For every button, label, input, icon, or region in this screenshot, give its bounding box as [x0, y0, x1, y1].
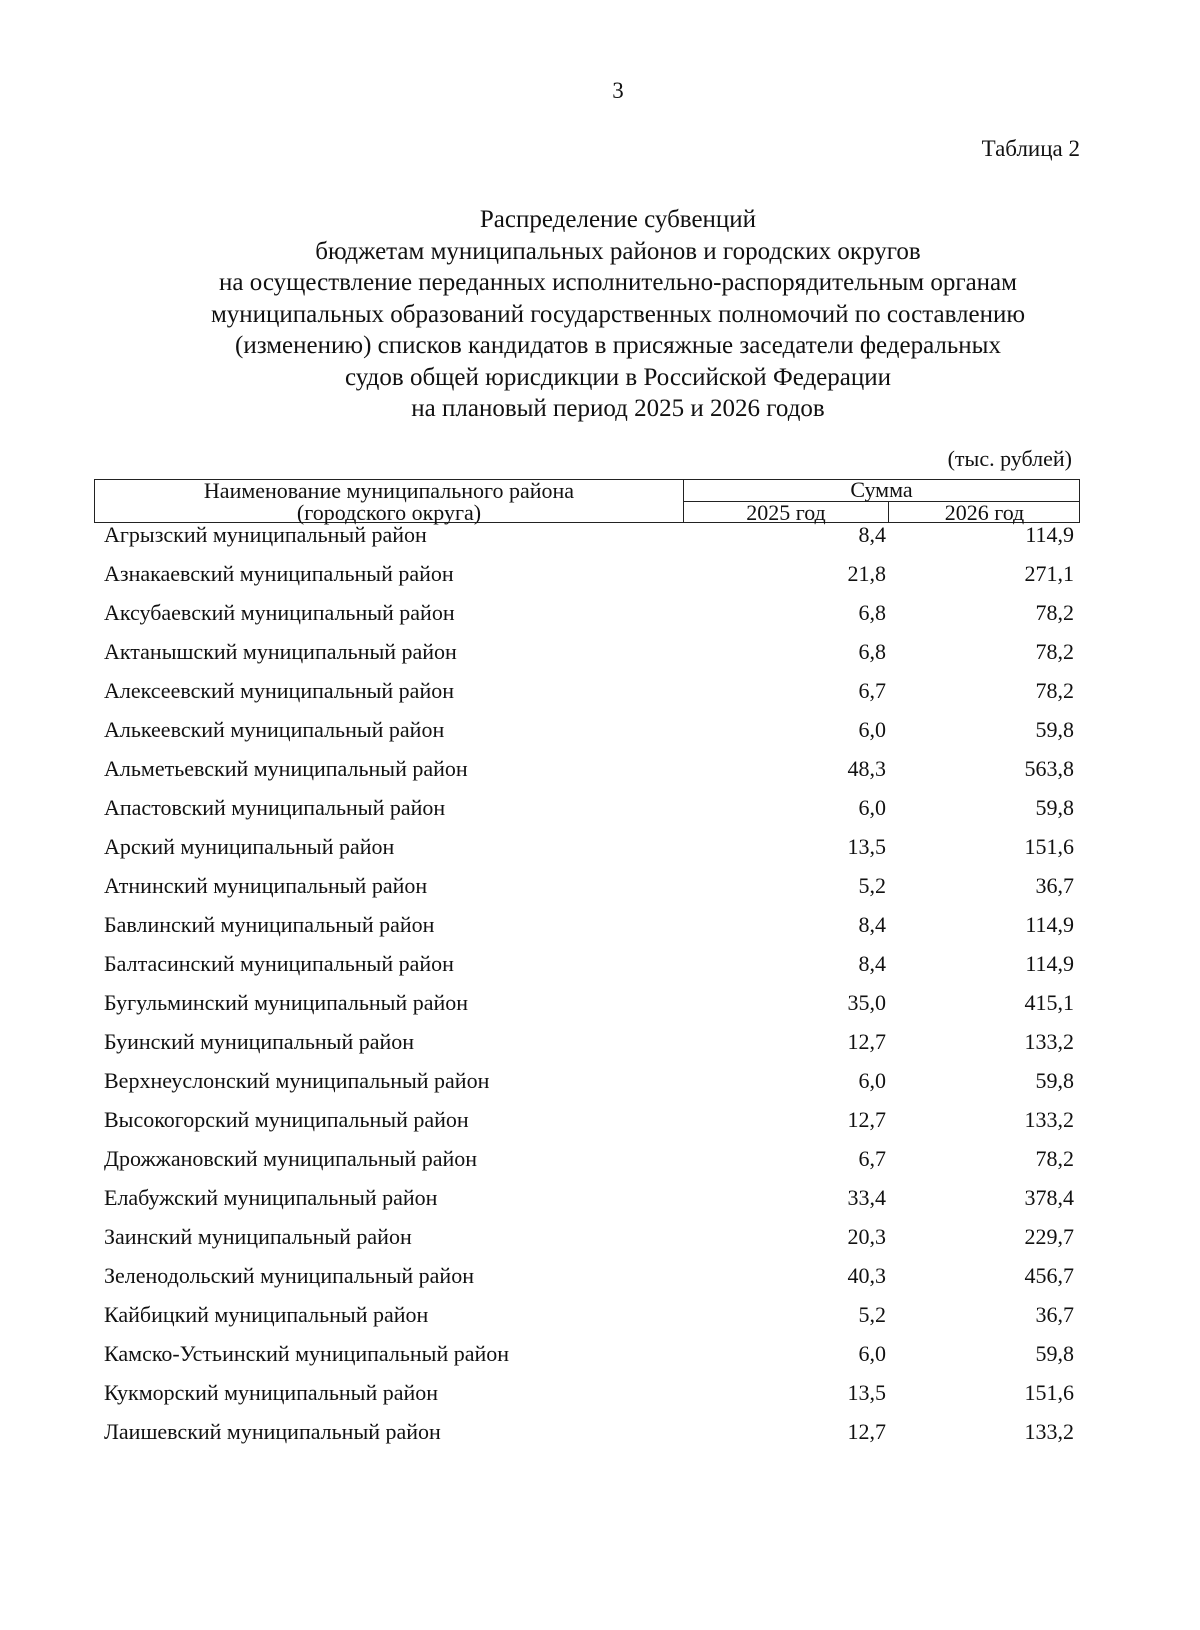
amount-2026: 114,9	[1025, 951, 1074, 976]
amount-2026: 78,2	[1035, 600, 1074, 625]
table-row	[94, 1295, 1080, 1334]
amount-2026: 114,9	[1025, 912, 1074, 937]
table-row	[94, 788, 1080, 827]
table-row	[94, 1022, 1080, 1061]
title-line: судов общей юрисдикции в Российской Федерации	[344, 363, 892, 391]
district-name: Альметьевский муниципальный район	[104, 756, 468, 781]
table-row	[94, 1334, 1080, 1373]
table-row	[94, 1412, 1080, 1451]
table-row	[94, 827, 1080, 866]
amount-2026: 36,7	[1035, 1302, 1074, 1327]
amount-2026: 78,2	[1035, 678, 1074, 703]
table-row	[94, 710, 1080, 749]
district-name: Атнинский муниципальный район	[104, 873, 428, 898]
table-row	[94, 905, 1080, 944]
amount-2025: 5,2	[858, 873, 886, 898]
amount-2025: 6,7	[858, 1146, 886, 1171]
district-name: Высокогорский муниципальный район	[104, 1107, 469, 1132]
amount-2025: 6,0	[858, 717, 886, 742]
district-name: Аксубаевский муниципальный район	[104, 600, 455, 625]
amount-2025: 6,8	[858, 639, 886, 664]
table-row	[94, 944, 1080, 983]
district-name: Балтасинский муниципальный район	[104, 951, 454, 976]
table-row	[94, 671, 1080, 710]
district-name: Верхнеуслонский муниципальный район	[104, 1068, 490, 1093]
table-row	[94, 515, 1080, 554]
amount-2025: 40,3	[847, 1263, 886, 1288]
header-sum-cell: Сумма	[684, 480, 1079, 502]
table-row	[94, 866, 1080, 905]
amount-2026: 563,8	[1024, 756, 1074, 781]
amount-2026: 456,7	[1024, 1263, 1074, 1288]
amount-2025: 6,0	[858, 1068, 886, 1093]
amount-2026: 114,9	[1025, 522, 1074, 547]
subvention-table	[94, 479, 1080, 1451]
table-row	[94, 1100, 1080, 1139]
district-name: Агрызский муниципальный район	[104, 522, 427, 547]
table-row	[94, 1256, 1080, 1295]
amount-2026: 133,2	[1024, 1029, 1074, 1054]
district-name: Арский муниципальный район	[104, 834, 395, 859]
district-name: Лаишевский муниципальный район	[104, 1419, 441, 1444]
amount-2026: 59,8	[1035, 795, 1074, 820]
district-name: Апастовский муниципальный район	[104, 795, 446, 820]
amount-2025: 8,4	[858, 951, 886, 976]
header-name-line1: Наименование муниципального района	[203, 478, 575, 503]
header-year-2026: 2026 год	[944, 500, 1025, 525]
amount-2026: 151,6	[1024, 834, 1074, 859]
district-name: Камско-Устьинский муниципальный район	[104, 1341, 510, 1366]
amount-2025: 48,3	[847, 756, 886, 781]
amount-2025: 21,8	[847, 561, 886, 586]
amount-2025: 12,7	[847, 1419, 886, 1444]
header-year-2025: 2025 год	[684, 502, 889, 522]
table-row	[94, 1061, 1080, 1100]
district-name: Бавлинский муниципальный район	[104, 912, 435, 937]
amount-2025: 12,7	[847, 1107, 886, 1132]
title-line: на плановый период 2025 и 2026 годов	[411, 395, 825, 422]
district-name: Кайбицкий муниципальный район	[104, 1302, 429, 1327]
table-row	[94, 1139, 1080, 1178]
amount-2025: 13,5	[847, 834, 886, 859]
amount-2025: 8,4	[858, 912, 886, 937]
title-line: Распределение субвенций	[479, 206, 757, 233]
amount-2026: 78,2	[1035, 1146, 1074, 1171]
table-row	[94, 749, 1080, 788]
amount-2026: 133,2	[1024, 1419, 1074, 1444]
table-row	[94, 593, 1080, 632]
table-row	[94, 1178, 1080, 1217]
district-name: Алексеевский муниципальный район	[104, 678, 454, 703]
amount-2026: 271,1	[1024, 561, 1074, 586]
table-row	[94, 1217, 1080, 1256]
title-line: бюджетам муниципальных районов и городских округов	[315, 237, 921, 265]
amount-2025: 6,7	[858, 678, 886, 703]
units-label: (тыс. рублей)	[947, 446, 1072, 471]
table-row	[94, 554, 1080, 593]
amount-2026: 415,1	[1024, 990, 1074, 1015]
page-number: 3	[612, 78, 624, 103]
amount-2025: 33,4	[847, 1185, 886, 1210]
table-label: Таблица 2	[981, 136, 1080, 161]
table-body	[94, 515, 1080, 1451]
amount-2025: 5,2	[858, 1302, 886, 1327]
district-name: Кукморский муниципальный район	[104, 1380, 439, 1405]
district-name: Зеленодольский муниципальный район	[104, 1263, 474, 1288]
district-name: Буинский муниципальный район	[104, 1029, 415, 1054]
amount-2026: 59,8	[1035, 1341, 1074, 1366]
amount-2026: 59,8	[1035, 1068, 1074, 1093]
table-row	[94, 1373, 1080, 1412]
district-name: Алькеевский муниципальный район	[104, 717, 445, 742]
header-name-line2: (городского округа)	[296, 500, 482, 525]
amount-2025: 8,4	[858, 522, 886, 547]
table-row	[94, 983, 1080, 1022]
title-line: на осуществление переданных исполнительно-распорядительным органам	[219, 269, 1017, 296]
document-title	[0, 204, 1200, 425]
district-name: Бугульминский муниципальный район	[104, 990, 469, 1015]
title-line: (изменению) списков кандидатов в присяжные заседатели федеральных	[235, 332, 1001, 359]
amount-2025: 6,8	[858, 600, 886, 625]
amount-2025: 6,0	[858, 795, 886, 820]
amount-2025: 6,0	[858, 1341, 886, 1366]
amount-2025: 35,0	[847, 990, 886, 1015]
amount-2026: 133,2	[1024, 1107, 1074, 1132]
district-name: Актанышский муниципальный район	[104, 639, 457, 664]
amount-2025: 20,3	[847, 1224, 886, 1249]
district-name: Елабужский муниципальный район	[104, 1185, 438, 1210]
amount-2026: 36,7	[1035, 873, 1074, 898]
amount-2025: 13,5	[847, 1380, 886, 1405]
district-name: Азнакаевский муниципальный район	[104, 561, 454, 586]
amount-2026: 78,2	[1035, 639, 1074, 664]
amount-2025: 12,7	[847, 1029, 886, 1054]
table-row	[94, 632, 1080, 671]
district-name: Заинский муниципальный район	[104, 1224, 412, 1249]
amount-2026: 59,8	[1035, 717, 1074, 742]
amount-2026: 229,7	[1024, 1224, 1074, 1249]
title-line: муниципальных образований государственных полномочий по составлению	[210, 300, 1026, 328]
district-name: Дрожжановский муниципальный район	[104, 1146, 478, 1171]
amount-2026: 378,4	[1024, 1185, 1074, 1210]
amount-2026: 151,6	[1024, 1380, 1074, 1405]
